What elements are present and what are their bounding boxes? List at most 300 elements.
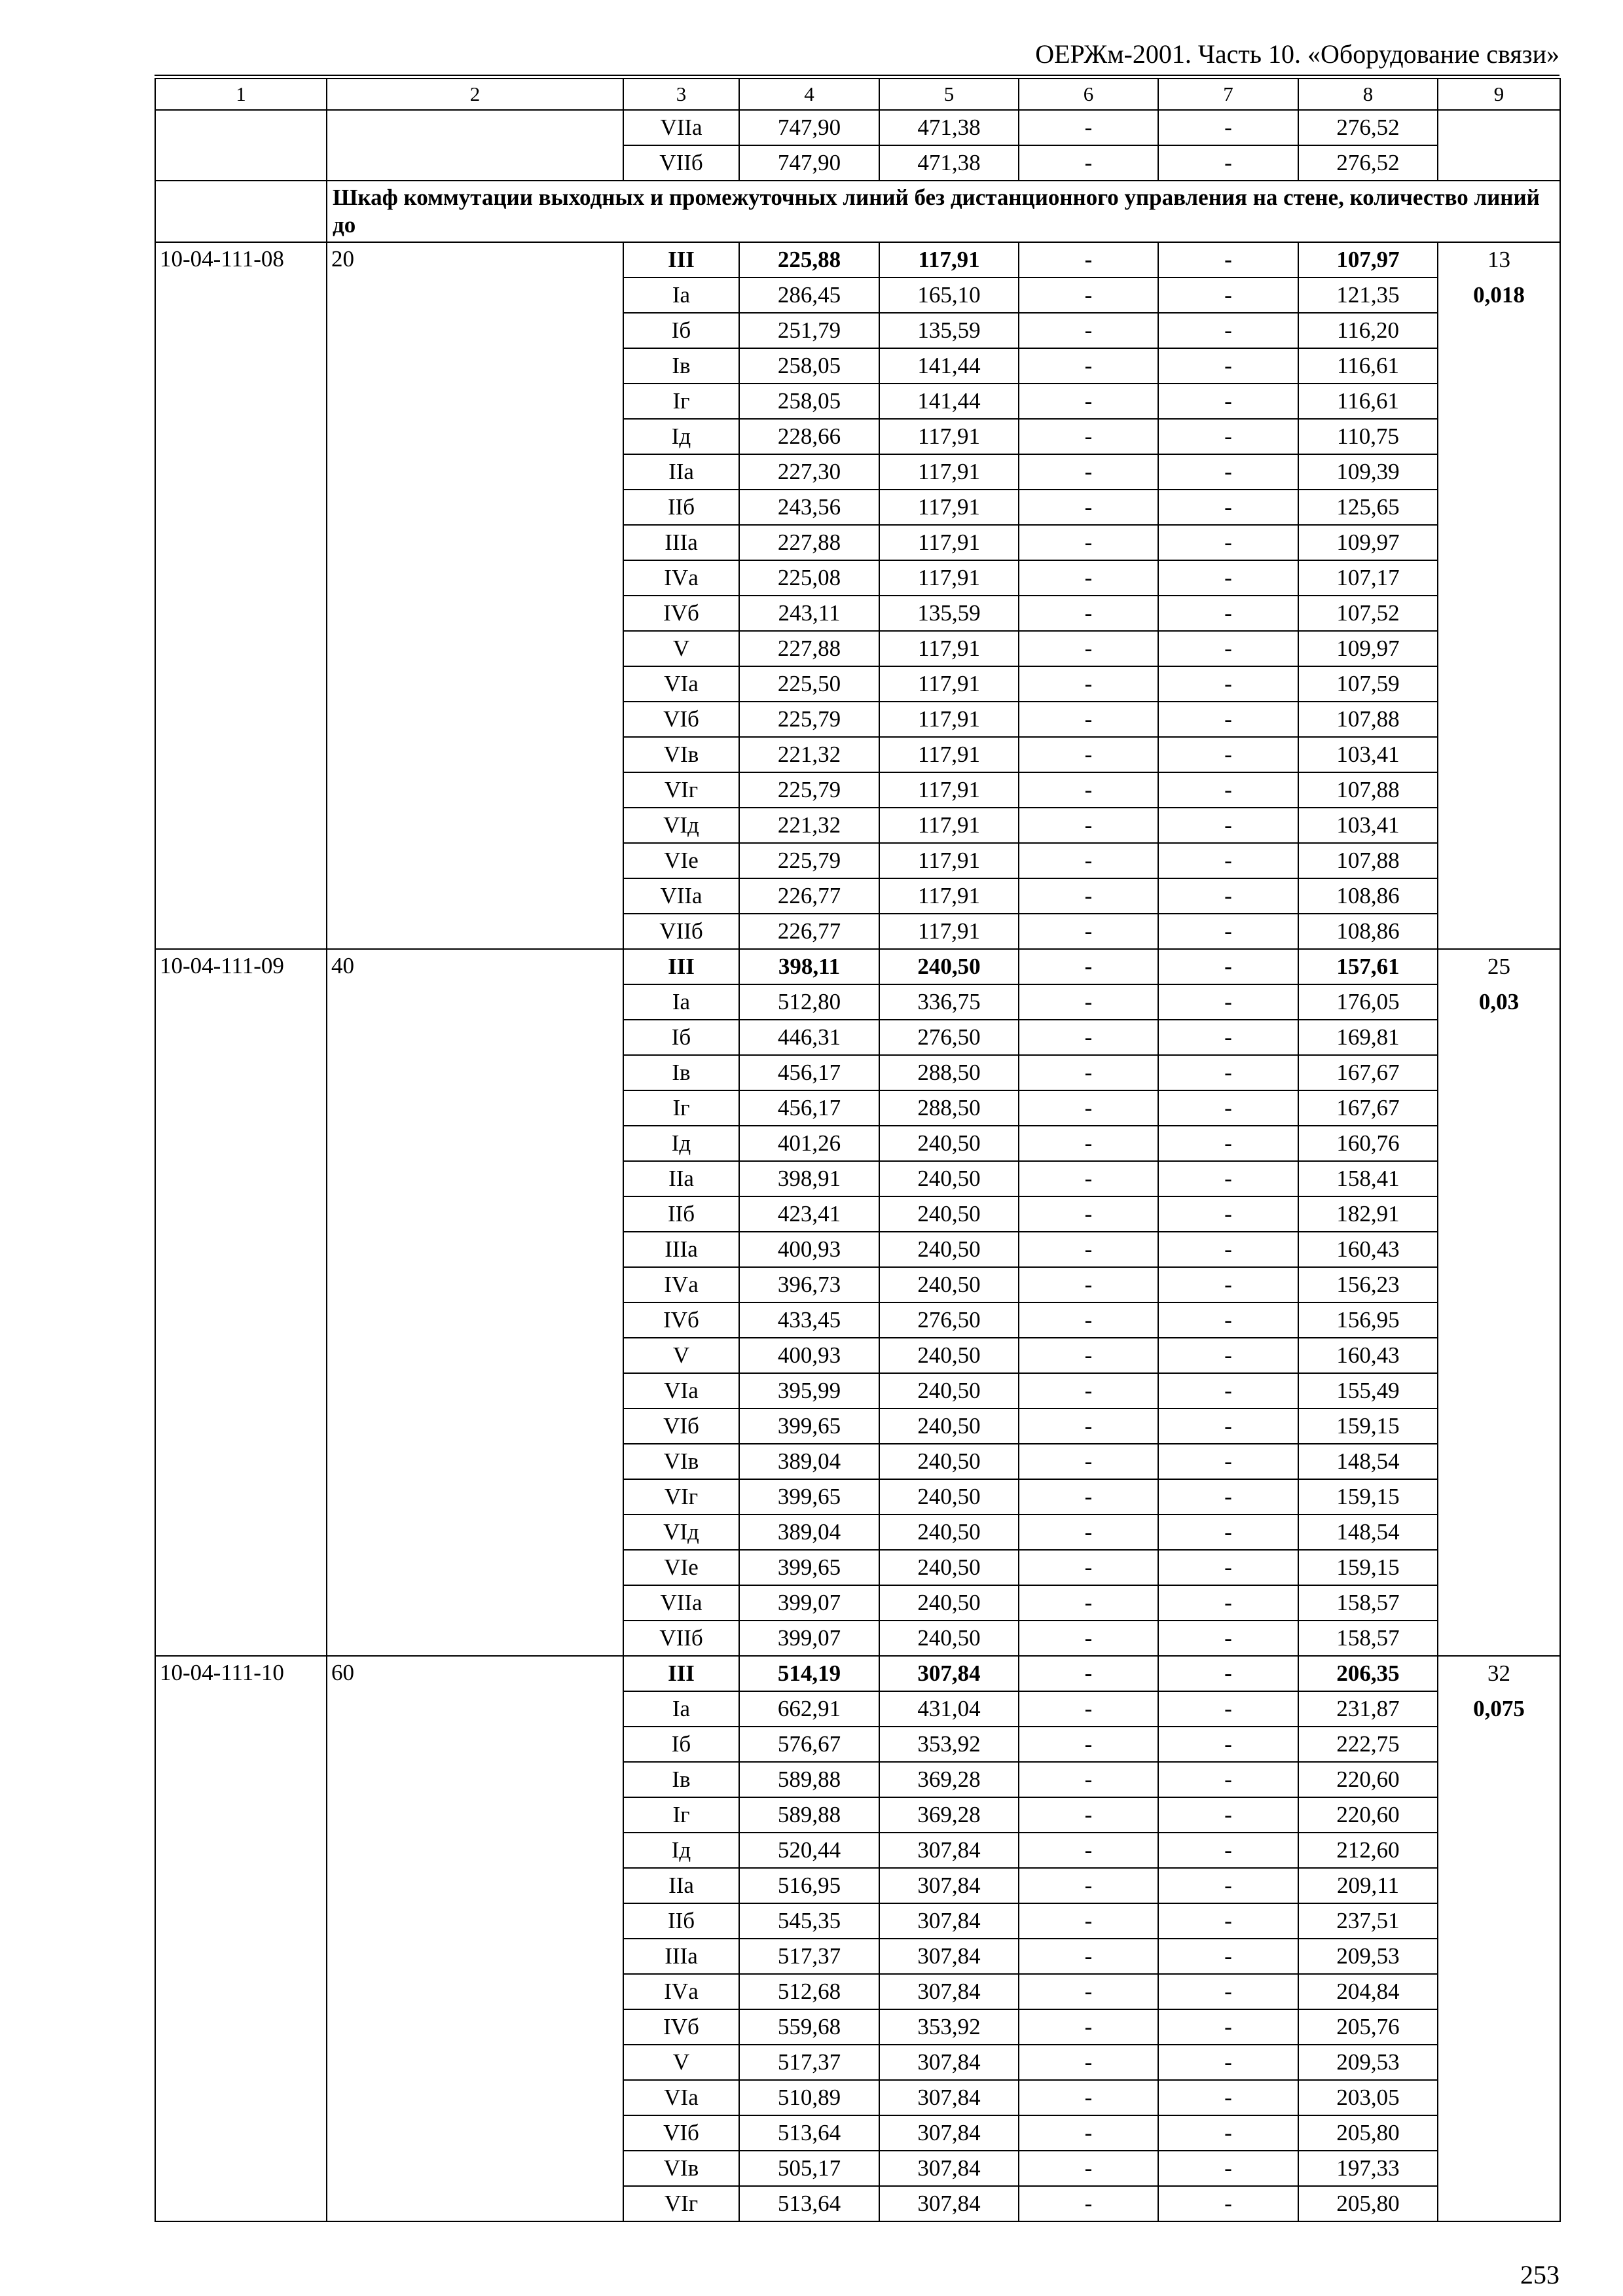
materials-cost-cell: 148,54 (1298, 1515, 1438, 1550)
materials-cost-cell: 160,43 (1298, 1232, 1438, 1267)
total-cost-cell: 398,11 (739, 949, 879, 984)
labor-cost-cell: 135,59 (879, 596, 1019, 631)
machine-cost-cell: - (1019, 2186, 1158, 2221)
machine-cost-cell: - (1019, 2115, 1158, 2151)
price-zone-cell: V (623, 2045, 739, 2080)
machinist-wages-cell: - (1158, 737, 1298, 772)
labor-cost-cell: 307,84 (879, 2115, 1019, 2151)
machinist-wages-cell: - (1158, 110, 1298, 145)
price-zone-cell: IIIа (623, 525, 739, 560)
labor-cost-cell: 353,92 (879, 1727, 1019, 1762)
machine-cost-cell: - (1019, 914, 1158, 949)
labor-cost-cell: 240,50 (879, 1373, 1019, 1408)
machine-cost-cell: - (1019, 1515, 1158, 1550)
labor-cost-cell: 307,84 (879, 2080, 1019, 2115)
qty-cell: 40 (327, 949, 623, 1656)
machinist-wages-cell: - (1158, 878, 1298, 914)
machine-cost-cell: - (1019, 1868, 1158, 1903)
table-row (155, 949, 1560, 984)
labor-cost-cell: 369,28 (879, 1762, 1019, 1797)
total-cost-cell: 226,77 (739, 914, 879, 949)
total-cost-cell: 225,79 (739, 843, 879, 878)
labor-cost-cell: 307,84 (879, 1656, 1019, 1691)
machine-cost-cell: - (1019, 2009, 1158, 2045)
total-cost-cell: 225,79 (739, 702, 879, 737)
machinist-wages-cell: - (1158, 1550, 1298, 1585)
total-cost-cell: 545,35 (739, 1903, 879, 1939)
machine-cost-cell: - (1019, 1302, 1158, 1338)
price-zone-cell: VIIб (623, 1621, 739, 1656)
materials-cost-cell: 109,97 (1298, 525, 1438, 560)
col-9-secondary-value: 0,075 (1473, 1696, 1525, 1721)
machine-cost-cell: - (1019, 1727, 1158, 1762)
machinist-wages-cell: - (1158, 1267, 1298, 1302)
machinist-wages-cell: - (1158, 1020, 1298, 1055)
machinist-wages-cell: - (1158, 1408, 1298, 1444)
machinist-wages-cell: - (1158, 2186, 1298, 2221)
total-cost-cell: 576,67 (739, 1727, 879, 1762)
machinist-wages-cell: - (1158, 1161, 1298, 1196)
col-9-cell (1438, 110, 1560, 181)
total-cost-cell: 228,66 (739, 419, 879, 454)
materials-cost-cell: 156,23 (1298, 1267, 1438, 1302)
price-zone-cell: VIв (623, 737, 739, 772)
total-cost-cell: 747,90 (739, 145, 879, 181)
machine-cost-cell: - (1019, 1550, 1158, 1585)
page-number: 253 (1520, 2260, 1559, 2289)
materials-cost-cell: 103,41 (1298, 737, 1438, 772)
price-zone-cell: IIIа (623, 1232, 739, 1267)
price-zone-cell: V (623, 631, 739, 666)
total-cost-cell: 225,50 (739, 666, 879, 702)
page-header: ОЕРЖм-2001. Часть 10. «Оборудование связи» (1035, 39, 1559, 69)
price-zone-cell: Iд (623, 1126, 739, 1161)
machine-cost-cell: - (1019, 1479, 1158, 1515)
column-number-5: 5 (879, 79, 1019, 110)
materials-cost-cell: 157,61 (1298, 949, 1438, 984)
materials-cost-cell: 167,67 (1298, 1090, 1438, 1126)
machine-cost-cell: - (1019, 2045, 1158, 2080)
labor-cost-cell: 240,50 (879, 1550, 1019, 1585)
price-zone-cell: IIб (623, 1196, 739, 1232)
total-cost-cell: 516,95 (739, 1868, 879, 1903)
column-number-4: 4 (739, 79, 879, 110)
machine-cost-cell: - (1019, 1656, 1158, 1691)
labor-cost-cell: 276,50 (879, 1020, 1019, 1055)
machinist-wages-cell: - (1158, 1373, 1298, 1408)
qty-cell: 60 (327, 1656, 623, 2221)
price-zone-cell: VIг (623, 1479, 739, 1515)
labor-cost-cell: 240,50 (879, 1267, 1019, 1302)
total-cost-cell: 258,05 (739, 384, 879, 419)
materials-cost-cell: 276,52 (1298, 145, 1438, 181)
labor-cost-cell: 117,91 (879, 702, 1019, 737)
machine-cost-cell: - (1019, 313, 1158, 348)
materials-cost-cell: 116,20 (1298, 313, 1438, 348)
materials-cost-cell: 156,95 (1298, 1302, 1438, 1338)
price-zone-cell: VIд (623, 808, 739, 843)
labor-cost-cell: 240,50 (879, 1232, 1019, 1267)
price-zone-cell: IVб (623, 1302, 739, 1338)
labor-cost-cell: 307,84 (879, 2186, 1019, 2221)
price-zone-cell: VIг (623, 2186, 739, 2221)
labor-cost-cell: 117,91 (879, 666, 1019, 702)
table-row (155, 1656, 1560, 1691)
labor-cost-cell: 307,84 (879, 2151, 1019, 2186)
total-cost-cell: 396,73 (739, 1267, 879, 1302)
machine-cost-cell: - (1019, 843, 1158, 878)
labor-cost-cell: 471,38 (879, 110, 1019, 145)
total-cost-cell: 401,26 (739, 1126, 879, 1161)
machine-cost-cell: - (1019, 702, 1158, 737)
machinist-wages-cell: - (1158, 1196, 1298, 1232)
machinist-wages-cell: - (1158, 1797, 1298, 1833)
machinist-wages-cell: - (1158, 560, 1298, 596)
col-9-primary-value: 32 (1487, 1660, 1510, 1686)
materials-cost-cell: 125,65 (1298, 490, 1438, 525)
machine-cost-cell: - (1019, 984, 1158, 1020)
labor-cost-cell: 240,50 (879, 1408, 1019, 1444)
materials-cost-cell: 276,52 (1298, 110, 1438, 145)
materials-cost-cell: 231,87 (1298, 1691, 1438, 1727)
total-cost-cell: 514,19 (739, 1656, 879, 1691)
price-zone-cell: IIIа (623, 1939, 739, 1974)
materials-cost-cell: 109,97 (1298, 631, 1438, 666)
total-cost-cell: 446,31 (739, 1020, 879, 1055)
price-zone-cell: Iв (623, 1055, 739, 1090)
machine-cost-cell: - (1019, 1196, 1158, 1232)
total-cost-cell: 225,08 (739, 560, 879, 596)
price-zone-cell: VIIа (623, 110, 739, 145)
labor-cost-cell: 240,50 (879, 1338, 1019, 1373)
price-zone-cell: Iг (623, 1797, 739, 1833)
machine-cost-cell: - (1019, 490, 1158, 525)
labor-cost-cell: 141,44 (879, 348, 1019, 384)
header-rule (155, 75, 1559, 76)
col-9-secondary-value: 0,03 (1478, 989, 1520, 1014)
materials-cost-cell: 158,41 (1298, 1161, 1438, 1196)
total-cost-cell: 399,07 (739, 1585, 879, 1621)
machinist-wages-cell: - (1158, 2151, 1298, 2186)
resource-code-cell (155, 110, 327, 181)
machinist-wages-cell: - (1158, 596, 1298, 631)
total-cost-cell: 398,91 (739, 1161, 879, 1196)
total-cost-cell: 399,65 (739, 1408, 879, 1444)
col-9-cell (1438, 1656, 1560, 2221)
labor-cost-cell: 240,50 (879, 1196, 1019, 1232)
machine-cost-cell: - (1019, 1126, 1158, 1161)
total-cost-cell: 513,64 (739, 2115, 879, 2151)
price-zone-cell: VIа (623, 666, 739, 702)
materials-cost-cell: 169,81 (1298, 1020, 1438, 1055)
price-zone-cell: III (623, 1656, 739, 1691)
total-cost-cell: 400,93 (739, 1338, 879, 1373)
machine-cost-cell: - (1019, 110, 1158, 145)
col-9-cell (1438, 242, 1560, 949)
materials-cost-cell: 155,49 (1298, 1373, 1438, 1408)
price-zone-cell: Iб (623, 313, 739, 348)
machinist-wages-cell: - (1158, 1444, 1298, 1479)
machine-cost-cell: - (1019, 1797, 1158, 1833)
total-cost-cell: 225,88 (739, 242, 879, 278)
price-zone-cell: IIа (623, 454, 739, 490)
labor-cost-cell: 240,50 (879, 1621, 1019, 1656)
materials-cost-cell: 116,61 (1298, 348, 1438, 384)
machinist-wages-cell: - (1158, 348, 1298, 384)
total-cost-cell: 227,88 (739, 525, 879, 560)
machinist-wages-cell: - (1158, 384, 1298, 419)
machine-cost-cell: - (1019, 1338, 1158, 1373)
labor-cost-cell: 307,84 (879, 1903, 1019, 1939)
materials-cost-cell: 160,76 (1298, 1126, 1438, 1161)
price-zone-cell: III (623, 949, 739, 984)
machine-cost-cell: - (1019, 242, 1158, 278)
materials-cost-cell: 209,53 (1298, 2045, 1438, 2080)
machine-cost-cell: - (1019, 2080, 1158, 2115)
machinist-wages-cell: - (1158, 666, 1298, 702)
labor-cost-cell: 117,91 (879, 914, 1019, 949)
total-cost-cell: 517,37 (739, 2045, 879, 2080)
machinist-wages-cell: - (1158, 1232, 1298, 1267)
machinist-wages-cell: - (1158, 1903, 1298, 1939)
price-zone-cell: IIб (623, 1903, 739, 1939)
machinist-wages-cell: - (1158, 808, 1298, 843)
price-zone-cell: VIб (623, 1408, 739, 1444)
materials-cost-cell: 209,53 (1298, 1939, 1438, 1974)
column-number-9: 9 (1438, 79, 1560, 110)
machinist-wages-cell: - (1158, 525, 1298, 560)
table-body (155, 79, 1560, 2221)
total-cost-cell: 517,37 (739, 1939, 879, 1974)
materials-cost-cell: 203,05 (1298, 2080, 1438, 2115)
total-cost-cell: 258,05 (739, 348, 879, 384)
machinist-wages-cell: - (1158, 984, 1298, 1020)
total-cost-cell: 251,79 (739, 313, 879, 348)
machine-cost-cell: - (1019, 454, 1158, 490)
total-cost-cell: 226,77 (739, 878, 879, 914)
labor-cost-cell: 276,50 (879, 1302, 1019, 1338)
machine-cost-cell: - (1019, 949, 1158, 984)
total-cost-cell: 456,17 (739, 1090, 879, 1126)
materials-cost-cell: 108,86 (1298, 878, 1438, 914)
labor-cost-cell: 117,91 (879, 878, 1019, 914)
materials-cost-cell: 107,52 (1298, 596, 1438, 631)
machinist-wages-cell: - (1158, 242, 1298, 278)
total-cost-cell: 510,89 (739, 2080, 879, 2115)
machine-cost-cell: - (1019, 348, 1158, 384)
machinist-wages-cell: - (1158, 419, 1298, 454)
machine-cost-cell: - (1019, 1762, 1158, 1797)
machinist-wages-cell: - (1158, 1126, 1298, 1161)
machinist-wages-cell: - (1158, 145, 1298, 181)
price-zone-cell: Iа (623, 984, 739, 1020)
machinist-wages-cell: - (1158, 1691, 1298, 1727)
price-zone-cell: VIIб (623, 914, 739, 949)
machine-cost-cell: - (1019, 1090, 1158, 1126)
machine-cost-cell: - (1019, 1939, 1158, 1974)
price-zone-cell: Iб (623, 1020, 739, 1055)
machine-cost-cell: - (1019, 1903, 1158, 1939)
machine-cost-cell: - (1019, 878, 1158, 914)
total-cost-cell: 400,93 (739, 1232, 879, 1267)
machinist-wages-cell: - (1158, 1338, 1298, 1373)
labor-cost-cell: 117,91 (879, 242, 1019, 278)
section-title: Шкаф коммутации выходных и промежуточных линий без дистанционного управления на стене, количество линий до (327, 181, 1560, 242)
total-cost-cell: 589,88 (739, 1797, 879, 1833)
machine-cost-cell: - (1019, 1161, 1158, 1196)
materials-cost-cell: 220,60 (1298, 1762, 1438, 1797)
materials-cost-cell: 167,67 (1298, 1055, 1438, 1090)
machinist-wages-cell: - (1158, 2009, 1298, 2045)
total-cost-cell: 433,45 (739, 1302, 879, 1338)
price-zone-cell: Iа (623, 1691, 739, 1727)
materials-cost-cell: 197,33 (1298, 2151, 1438, 2186)
price-zone-cell: Iб (623, 1727, 739, 1762)
labor-cost-cell: 117,91 (879, 454, 1019, 490)
resource-code-cell: 10-04-111-09 (155, 949, 327, 1656)
machinist-wages-cell: - (1158, 949, 1298, 984)
labor-cost-cell: 117,91 (879, 560, 1019, 596)
price-zone-cell: VIIа (623, 878, 739, 914)
labor-cost-cell: 336,75 (879, 984, 1019, 1020)
materials-cost-cell: 148,54 (1298, 1444, 1438, 1479)
machinist-wages-cell: - (1158, 2045, 1298, 2080)
section-left-cell (155, 181, 327, 242)
materials-cost-cell: 205,76 (1298, 2009, 1438, 2045)
machine-cost-cell: - (1019, 1585, 1158, 1621)
price-zone-cell: Iд (623, 419, 739, 454)
machinist-wages-cell: - (1158, 1515, 1298, 1550)
materials-cost-cell: 158,57 (1298, 1621, 1438, 1656)
labor-cost-cell: 240,50 (879, 1515, 1019, 1550)
price-zone-cell: Iв (623, 1762, 739, 1797)
labor-cost-cell: 240,50 (879, 949, 1019, 984)
total-cost-cell: 513,64 (739, 2186, 879, 2221)
total-cost-cell: 243,11 (739, 596, 879, 631)
total-cost-cell: 389,04 (739, 1444, 879, 1479)
qty-cell (327, 110, 623, 181)
price-zone-cell: VIа (623, 1373, 739, 1408)
price-zone-cell: V (623, 1338, 739, 1373)
materials-cost-cell: 107,17 (1298, 560, 1438, 596)
col-9-cell (1438, 949, 1560, 1656)
machine-cost-cell: - (1019, 278, 1158, 313)
labor-cost-cell: 240,50 (879, 1585, 1019, 1621)
machine-cost-cell: - (1019, 596, 1158, 631)
machine-cost-cell: - (1019, 1020, 1158, 1055)
price-zone-cell: VIв (623, 1444, 739, 1479)
price-zone-cell: Iа (623, 278, 739, 313)
machinist-wages-cell: - (1158, 454, 1298, 490)
labor-cost-cell: 165,10 (879, 278, 1019, 313)
price-table (155, 78, 1561, 2222)
total-cost-cell: 225,79 (739, 772, 879, 808)
machine-cost-cell: - (1019, 1444, 1158, 1479)
total-cost-cell: 423,41 (739, 1196, 879, 1232)
price-zone-cell: III (623, 242, 739, 278)
machine-cost-cell: - (1019, 525, 1158, 560)
price-zone-cell: Iд (623, 1833, 739, 1868)
materials-cost-cell: 107,88 (1298, 702, 1438, 737)
machinist-wages-cell: - (1158, 1656, 1298, 1691)
machinist-wages-cell: - (1158, 914, 1298, 949)
machine-cost-cell: - (1019, 145, 1158, 181)
total-cost-cell: 399,65 (739, 1479, 879, 1515)
materials-cost-cell: 204,84 (1298, 1974, 1438, 2009)
total-cost-cell: 227,88 (739, 631, 879, 666)
price-zone-cell: VIб (623, 2115, 739, 2151)
machinist-wages-cell: - (1158, 631, 1298, 666)
price-zone-cell: IIа (623, 1868, 739, 1903)
total-cost-cell: 589,88 (739, 1762, 879, 1797)
machine-cost-cell: - (1019, 1232, 1158, 1267)
qty-cell: 20 (327, 242, 623, 949)
price-zone-cell: IVа (623, 560, 739, 596)
labor-cost-cell: 307,84 (879, 2045, 1019, 2080)
price-zone-cell: IVб (623, 2009, 739, 2045)
total-cost-cell: 662,91 (739, 1691, 879, 1727)
total-cost-cell: 520,44 (739, 1833, 879, 1868)
price-zone-cell: IIа (623, 1161, 739, 1196)
labor-cost-cell: 288,50 (879, 1090, 1019, 1126)
column-number-3: 3 (623, 79, 739, 110)
column-number-1: 1 (155, 79, 327, 110)
column-number-6: 6 (1019, 79, 1158, 110)
labor-cost-cell: 240,50 (879, 1444, 1019, 1479)
total-cost-cell: 399,65 (739, 1550, 879, 1585)
labor-cost-cell: 117,91 (879, 808, 1019, 843)
machine-cost-cell: - (1019, 1267, 1158, 1302)
total-cost-cell: 243,56 (739, 490, 879, 525)
total-cost-cell: 505,17 (739, 2151, 879, 2186)
machinist-wages-cell: - (1158, 1055, 1298, 1090)
total-cost-cell: 512,80 (739, 984, 879, 1020)
price-zone-cell: VIе (623, 843, 739, 878)
machinist-wages-cell: - (1158, 1939, 1298, 1974)
labor-cost-cell: 117,91 (879, 737, 1019, 772)
price-zone-cell: VIа (623, 2080, 739, 2115)
total-cost-cell: 389,04 (739, 1515, 879, 1550)
materials-cost-cell: 158,57 (1298, 1585, 1438, 1621)
machine-cost-cell: - (1019, 1621, 1158, 1656)
labor-cost-cell: 240,50 (879, 1126, 1019, 1161)
price-zone-cell: IVа (623, 1267, 739, 1302)
price-zone-cell: IIб (623, 490, 739, 525)
col-9-secondary-value: 0,018 (1473, 282, 1525, 308)
labor-cost-cell: 288,50 (879, 1055, 1019, 1090)
column-number-row (155, 79, 1560, 110)
materials-cost-cell: 110,75 (1298, 419, 1438, 454)
labor-cost-cell: 353,92 (879, 2009, 1019, 2045)
materials-cost-cell: 160,43 (1298, 1338, 1438, 1373)
labor-cost-cell: 117,91 (879, 772, 1019, 808)
total-cost-cell: 456,17 (739, 1055, 879, 1090)
machinist-wages-cell: - (1158, 843, 1298, 878)
price-zone-cell: VIг (623, 772, 739, 808)
price-zone-cell: VIб (623, 702, 739, 737)
price-zone-cell: IVа (623, 1974, 739, 2009)
total-cost-cell: 221,32 (739, 808, 879, 843)
machinist-wages-cell: - (1158, 278, 1298, 313)
labor-cost-cell: 117,91 (879, 419, 1019, 454)
machinist-wages-cell: - (1158, 772, 1298, 808)
machine-cost-cell: - (1019, 2151, 1158, 2186)
machine-cost-cell: - (1019, 384, 1158, 419)
price-zone-cell: Iв (623, 348, 739, 384)
total-cost-cell: 559,68 (739, 2009, 879, 2045)
table-row (155, 242, 1560, 278)
machine-cost-cell: - (1019, 772, 1158, 808)
